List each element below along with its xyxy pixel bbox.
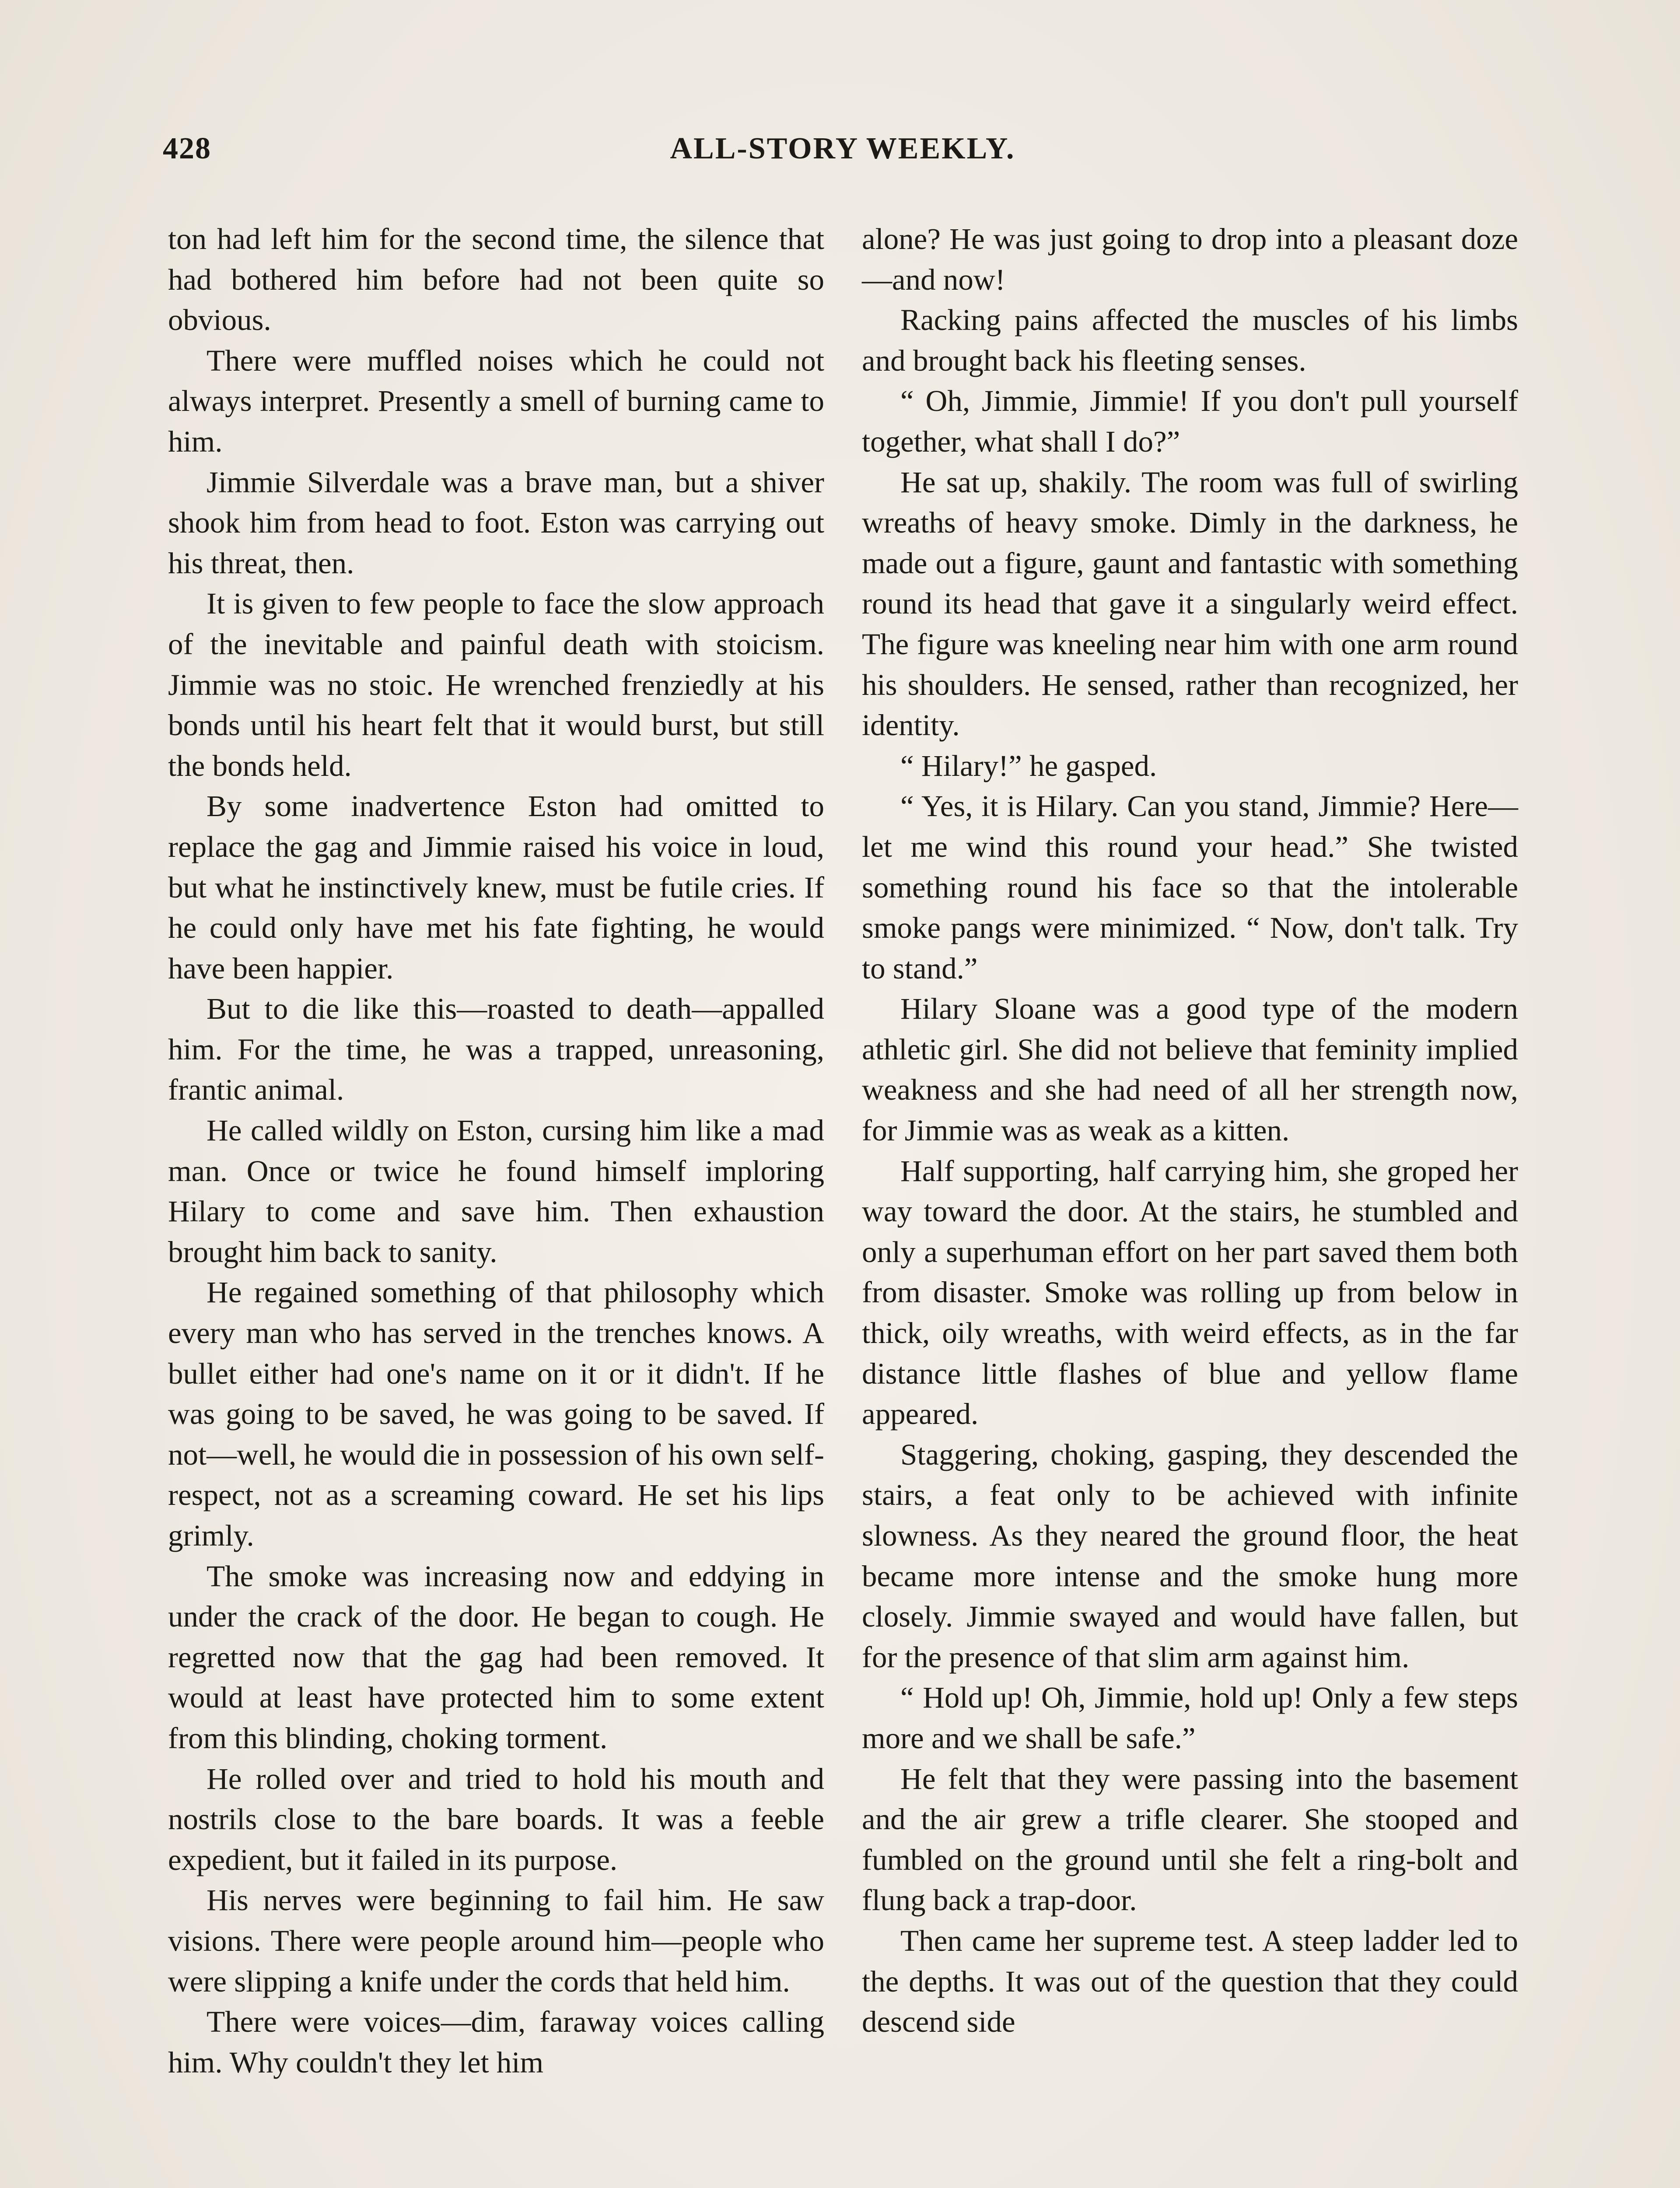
page-number: 428 <box>163 132 211 165</box>
page-header <box>163 131 1522 188</box>
paragraph: “ Yes, it is Hilary. Can you stand, Jimmie? Here—let me wind this round your head.” She twisted something round his face so that the intolerable smoke pangs were minimized. “ Now, don't talk. Try to stand.” <box>862 789 1518 985</box>
paragraph: He rolled over and tried to hold his mouth and nostrils close to the bare boards. It was a feeble expedient, but it failed in its purpose. <box>168 1762 824 1876</box>
paragraph: It is given to few people to face the slow approach of the inevitable and painful death with stoicism. Jimmie was no stoic. He wrenched frenziedly at his bonds until his heart felt that it would burst, but still the bonds held. <box>168 587 824 782</box>
paragraph: He sat up, shakily. The room was full of swirling wreaths of heavy smoke. Dimly in the darkness, he made out a figure, gaunt and fantastic with something round its head that gave it a singularly weird effect. The figure was kneeling near him with one arm round his shoulders. He sensed, rather than recognized, her identity. <box>862 465 1518 742</box>
paragraph: Hilary Sloane was a good type of the modern athletic girl. She did not believe that feminity implied weakness and she had need of all her strength now, for Jimmie was as weak as a kitten. <box>862 992 1518 1147</box>
paragraph: His nerves were beginning to fail him. He saw visions. There were people around him—people who were slipping a knife under the cords that held him. <box>168 1883 824 1998</box>
paragraph: ton had left him for the second time, the silence that had bothered him before had not been quite so obvious. <box>168 222 824 337</box>
paragraph: He regained something of that philosophy which every man who has served in the trenches knows. A bullet either had one's name on it or it didn't. If he was going to be saved, he was going to be saved. If not—well, he would die in possession of his own self-respect, not as a screaming coward. He set his lips grimly. <box>168 1276 824 1552</box>
right-column <box>862 219 1518 2042</box>
paragraph: He felt that they were passing into the basement and the air grew a trifle clearer. She stooped and fumbled on the ground until she felt a ring-bolt and flung back a trap-door. <box>862 1762 1518 1917</box>
paragraph: Jimmie Silverdale was a brave man, but a shiver shook him from head to foot. Eston was carrying out his threat, then. <box>168 465 824 580</box>
running-title: ALL-STORY WEEKLY. <box>670 132 1015 165</box>
paragraph: He called wildly on Eston, cursing him like a mad man. Once or twice he found himself imploring Hilary to come and save him. Then exhaustion brought him back to sanity. <box>168 1114 824 1269</box>
paragraph: “ Hilary!” he gasped. <box>900 749 1157 782</box>
paragraph: Half supporting, half carrying him, she groped her way toward the door. At the stairs, he stumbled and only a superhuman effort on her part saved them both from disaster. Smoke was rolling up from below in thick, oily wreaths, with weird effects, as in the far distance little flashes of blue and yellow flame appeared. <box>862 1154 1518 1431</box>
paragraph: Racking pains affected the muscles of his limbs and brought back his fleeting senses. <box>862 303 1518 377</box>
paragraph: “ Hold up! Oh, Jimmie, hold up! Only a few steps more and we shall be safe.” <box>862 1681 1518 1755</box>
left-column <box>168 219 824 2083</box>
paragraph: There were voices—dim, faraway voices calling him. Why couldn't they let him <box>168 2005 824 2079</box>
paragraph: alone? He was just going to drop into a pleasant doze—and now! <box>862 222 1518 296</box>
paragraph: But to die like this—roasted to death—appalled him. For the time, he was a trapped, unreasoning, frantic animal. <box>168 992 824 1107</box>
paragraph: Staggering, choking, gasping, they descended the stairs, a feat only to be achieved with infinite slowness. As they neared the ground floor, the heat became more intense and the smoke hung more closely. Jimmie swayed and would have fallen, but for the presence of that slim arm against him. <box>862 1438 1518 1674</box>
paragraph: “ Oh, Jimmie, Jimmie! If you don't pull yourself together, what shall I do?” <box>862 384 1518 458</box>
paragraph: There were muffled noises which he could not always interpret. Presently a smell of burning came to him. <box>168 344 824 458</box>
paragraph: The smoke was increasing now and eddying in under the crack of the door. He began to cough. He regretted now that the gag had been removed. It would at least have protected him to some extent from this blinding, choking torment. <box>168 1559 824 1755</box>
paragraph: By some inadvertence Eston had omitted to replace the gag and Jimmie raised his voice in loud, but what he instinctively knew, must be futile cries. If he could only have met his fate fighting, he would have been happier. <box>168 789 824 985</box>
paragraph: Then came her supreme test. A steep ladder led to the depths. It was out of the question that they could descend side <box>862 1924 1518 2039</box>
